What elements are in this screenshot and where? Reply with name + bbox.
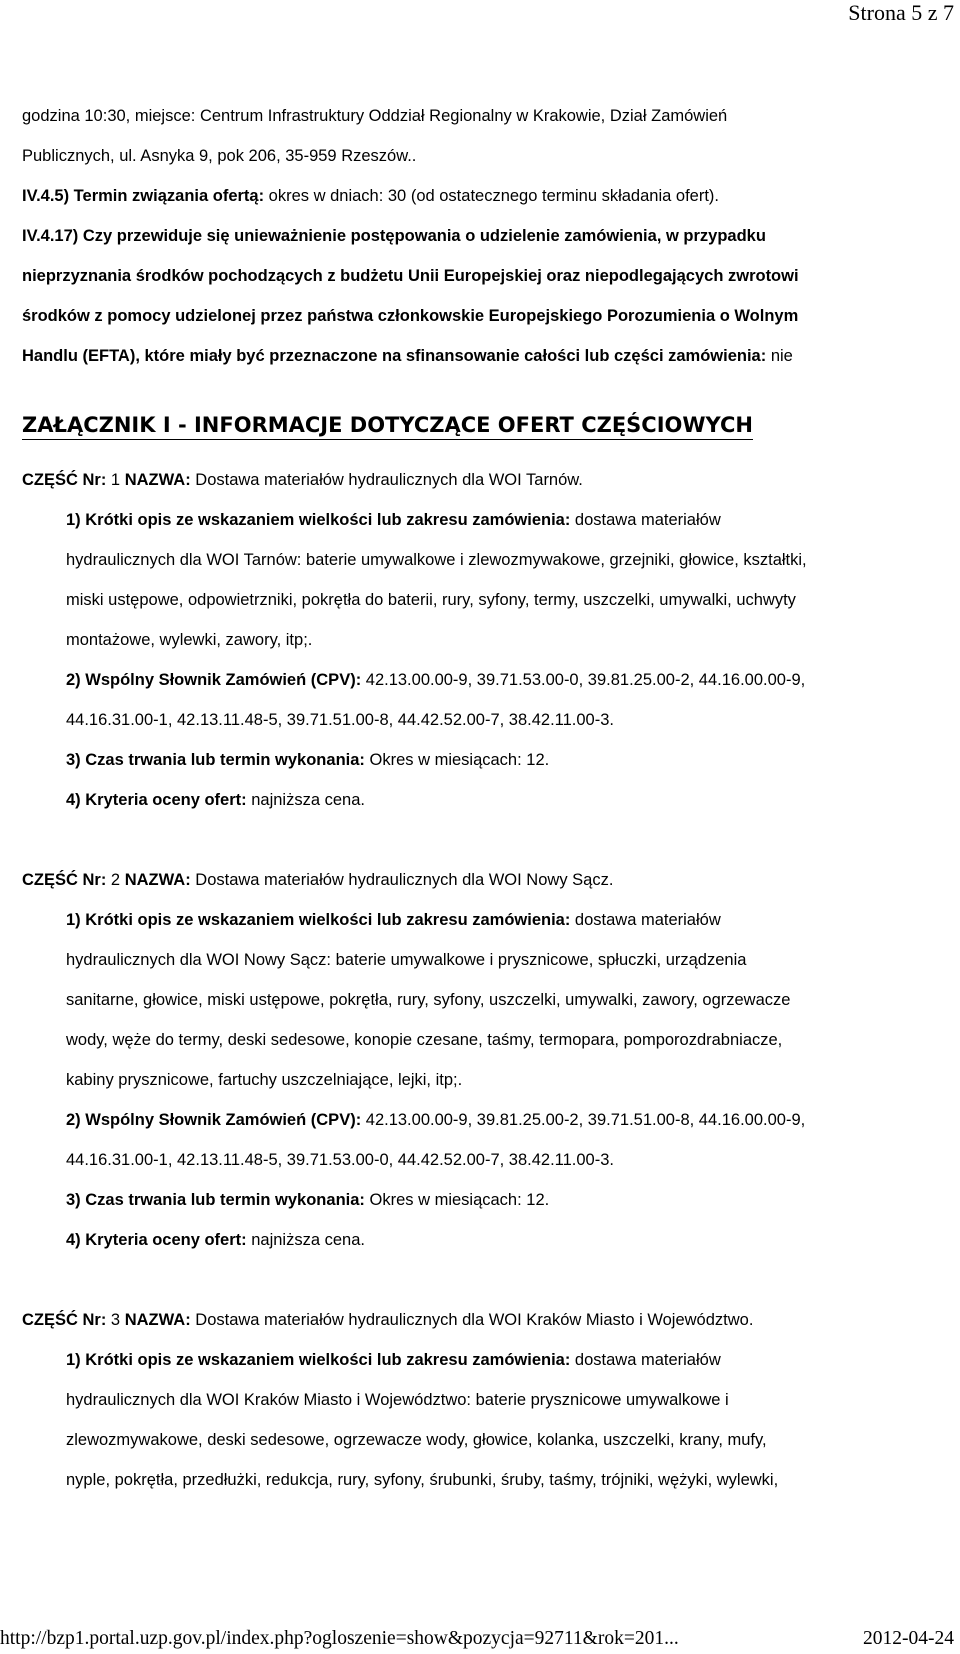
part-name: Dostawa materiałów hydraulicznych dla WOI Nowy Sącz. <box>190 871 614 889</box>
part-description <box>22 908 952 932</box>
desc-line: montażowe, wylewki, zawory, itp;. <box>66 631 313 649</box>
criteria-value: najniższa cena. <box>246 791 365 809</box>
part-label: CZĘŚĆ Nr: <box>22 871 107 889</box>
duration-line <box>22 748 952 772</box>
intro-line: godzina 10:30, miejsce: Centrum Infrastruktury Oddział Regionalny w Krakowie, Dział Zamówień <box>22 107 728 125</box>
duration-label: 3) Czas trwania lub termin wykonania: <box>66 751 365 769</box>
desc-line: wody, węże do termy, deski sedesowe, konopie czesane, taśmy, termopara, pomporozdrabniacze, <box>66 1031 783 1049</box>
criteria-label: 4) Kryteria oceny ofert: <box>66 1231 247 1249</box>
criteria-line <box>22 1228 952 1252</box>
cpv-label: 2) Wspólny Słownik Zamówień (CPV): <box>66 671 362 689</box>
cpv-line <box>22 1108 952 1132</box>
name-label: NAZWA: <box>124 471 191 489</box>
duration-value: Okres w miesiącach: 12. <box>364 1191 550 1209</box>
criteria-line <box>22 788 952 812</box>
duration-label: 3) Czas trwania lub termin wykonania: <box>66 1191 365 1209</box>
desc-line: hydraulicznych dla WOI Kraków Miasto i Województwo: baterie prysznicowe umywalkowe i <box>66 1391 729 1409</box>
part-description <box>22 1348 952 1372</box>
desc-line: nyple, pokrętła, przedłużki, redukcja, rury, syfony, śrubunki, śruby, taśmy, trójniki, wężyki, wylewki, <box>66 1471 779 1489</box>
part-heading <box>22 1308 952 1332</box>
duration-value: Okres w miesiącach: 12. <box>364 751 550 769</box>
section-iv417-line: nieprzyznania środków pochodzących z budżetu Unii Europejskiej oraz niepodlegających zwrotowi <box>22 267 799 285</box>
cpv-label: 2) Wspólny Słownik Zamówień (CPV): <box>66 1111 362 1129</box>
duration-line <box>22 1188 952 1212</box>
desc-line: kabiny prysznicowe, fartuchy uszczelniające, lejki, itp;. <box>66 1071 463 1089</box>
section-value: okres w dniach: 30 (od ostatecznego terminu składania ofert). <box>264 187 719 205</box>
part-heading <box>22 868 952 892</box>
page-footer <box>0 1624 954 1654</box>
section-label: Handlu (EFTA), które miały być przeznaczone na sfinansowanie całości lub części zamówienia: <box>22 347 767 365</box>
cpv-codes: 42.13.00.00-9, 39.71.53.00-0, 39.81.25.00-2, 44.16.00.00-9, <box>361 671 806 689</box>
section-iv417-line <box>22 344 952 368</box>
desc-text: dostawa materiałów <box>570 911 721 929</box>
page-number: Strona 5 z 7 <box>848 0 954 25</box>
name-label: NAZWA: <box>124 871 191 889</box>
section-value: nie <box>766 347 793 365</box>
desc-text: dostawa materiałów <box>570 511 721 529</box>
criteria-value: najniższa cena. <box>246 1231 365 1249</box>
desc-label: 1) Krótki opis ze wskazaniem wielkości lub zakresu zamówienia: <box>66 1351 571 1369</box>
part-name: Dostawa materiałów hydraulicznych dla WOI Kraków Miasto i Województwo. <box>190 1311 754 1329</box>
part-label: CZĘŚĆ Nr: <box>22 471 107 489</box>
cpv-line: 44.16.31.00-1, 42.13.11.48-5, 39.71.53.00-0, 44.42.52.00-7, 38.42.11.00-3. <box>66 1151 614 1169</box>
annex-title: ZAŁĄCZNIK I - INFORMACJE DOTYCZĄCE OFERT CZĘŚCIOWYCH <box>22 412 753 440</box>
part-number: 1 <box>106 471 125 489</box>
desc-line: sanitarne, głowice, miski ustępowe, pokrętła, rury, syfony, uszczelki, umywalki, zawory, ogrzewacze <box>66 991 791 1009</box>
desc-label: 1) Krótki opis ze wskazaniem wielkości lub zakresu zamówienia: <box>66 911 571 929</box>
desc-label: 1) Krótki opis ze wskazaniem wielkości lub zakresu zamówienia: <box>66 511 571 529</box>
section-iv45 <box>22 184 952 208</box>
part-label: CZĘŚĆ Nr: <box>22 1311 107 1329</box>
part-number: 3 <box>106 1311 125 1329</box>
part-number: 2 <box>106 871 125 889</box>
cpv-line: 44.16.31.00-1, 42.13.11.48-5, 39.71.51.00-8, 44.42.52.00-7, 38.42.11.00-3. <box>66 711 614 729</box>
part-heading <box>22 468 952 492</box>
desc-line: miski ustępowe, odpowietrzniki, pokrętła do baterii, rury, syfony, termy, uszczelki, umywalki, uchwyty <box>66 591 796 609</box>
section-iv417-line: środków z pomocy udzielonej przez państwa członkowskie Europejskiego Porozumienia o Wolnym <box>22 307 799 325</box>
cpv-codes: 42.13.00.00-9, 39.81.25.00-2, 39.71.51.00-8, 44.16.00.00-9, <box>361 1111 806 1129</box>
footer-date: 2012-04-24 <box>863 1628 954 1649</box>
desc-line: zlewozmywakowe, deski sedesowe, ogrzewacze wody, głowice, kolanka, uszczelki, krany, mufy, <box>66 1431 767 1449</box>
desc-line: hydraulicznych dla WOI Tarnów: baterie umywalkowe i zlewozmywakowe, grzejniki, głowice, kształtki, <box>66 551 807 569</box>
name-label: NAZWA: <box>124 1311 191 1329</box>
section-iv417-line: IV.4.17) Czy przewiduje się unieważnienie postępowania o udzielenie zamówienia, w przypadku <box>22 227 766 245</box>
document-body <box>22 104 952 1492</box>
section-label: IV.4.5) Termin związania ofertą: <box>22 187 265 205</box>
cpv-line <box>22 668 952 692</box>
criteria-label: 4) Kryteria oceny ofert: <box>66 791 247 809</box>
desc-line: hydraulicznych dla WOI Nowy Sącz: baterie umywalkowe i prysznicowe, spłuczki, urządzenia <box>66 951 747 969</box>
desc-text: dostawa materiałów <box>570 1351 721 1369</box>
footer-url-link[interactable]: http://bzp1.portal.uzp.gov.pl/index.php?ogloszenie=show&pozycja=92711&rok=201... <box>0 1628 679 1649</box>
intro-line: Publicznych, ul. Asnyka 9, pok 206, 35-959 Rzeszów.. <box>22 147 417 165</box>
part-name: Dostawa materiałów hydraulicznych dla WOI Tarnów. <box>190 471 583 489</box>
part-description <box>22 508 952 532</box>
